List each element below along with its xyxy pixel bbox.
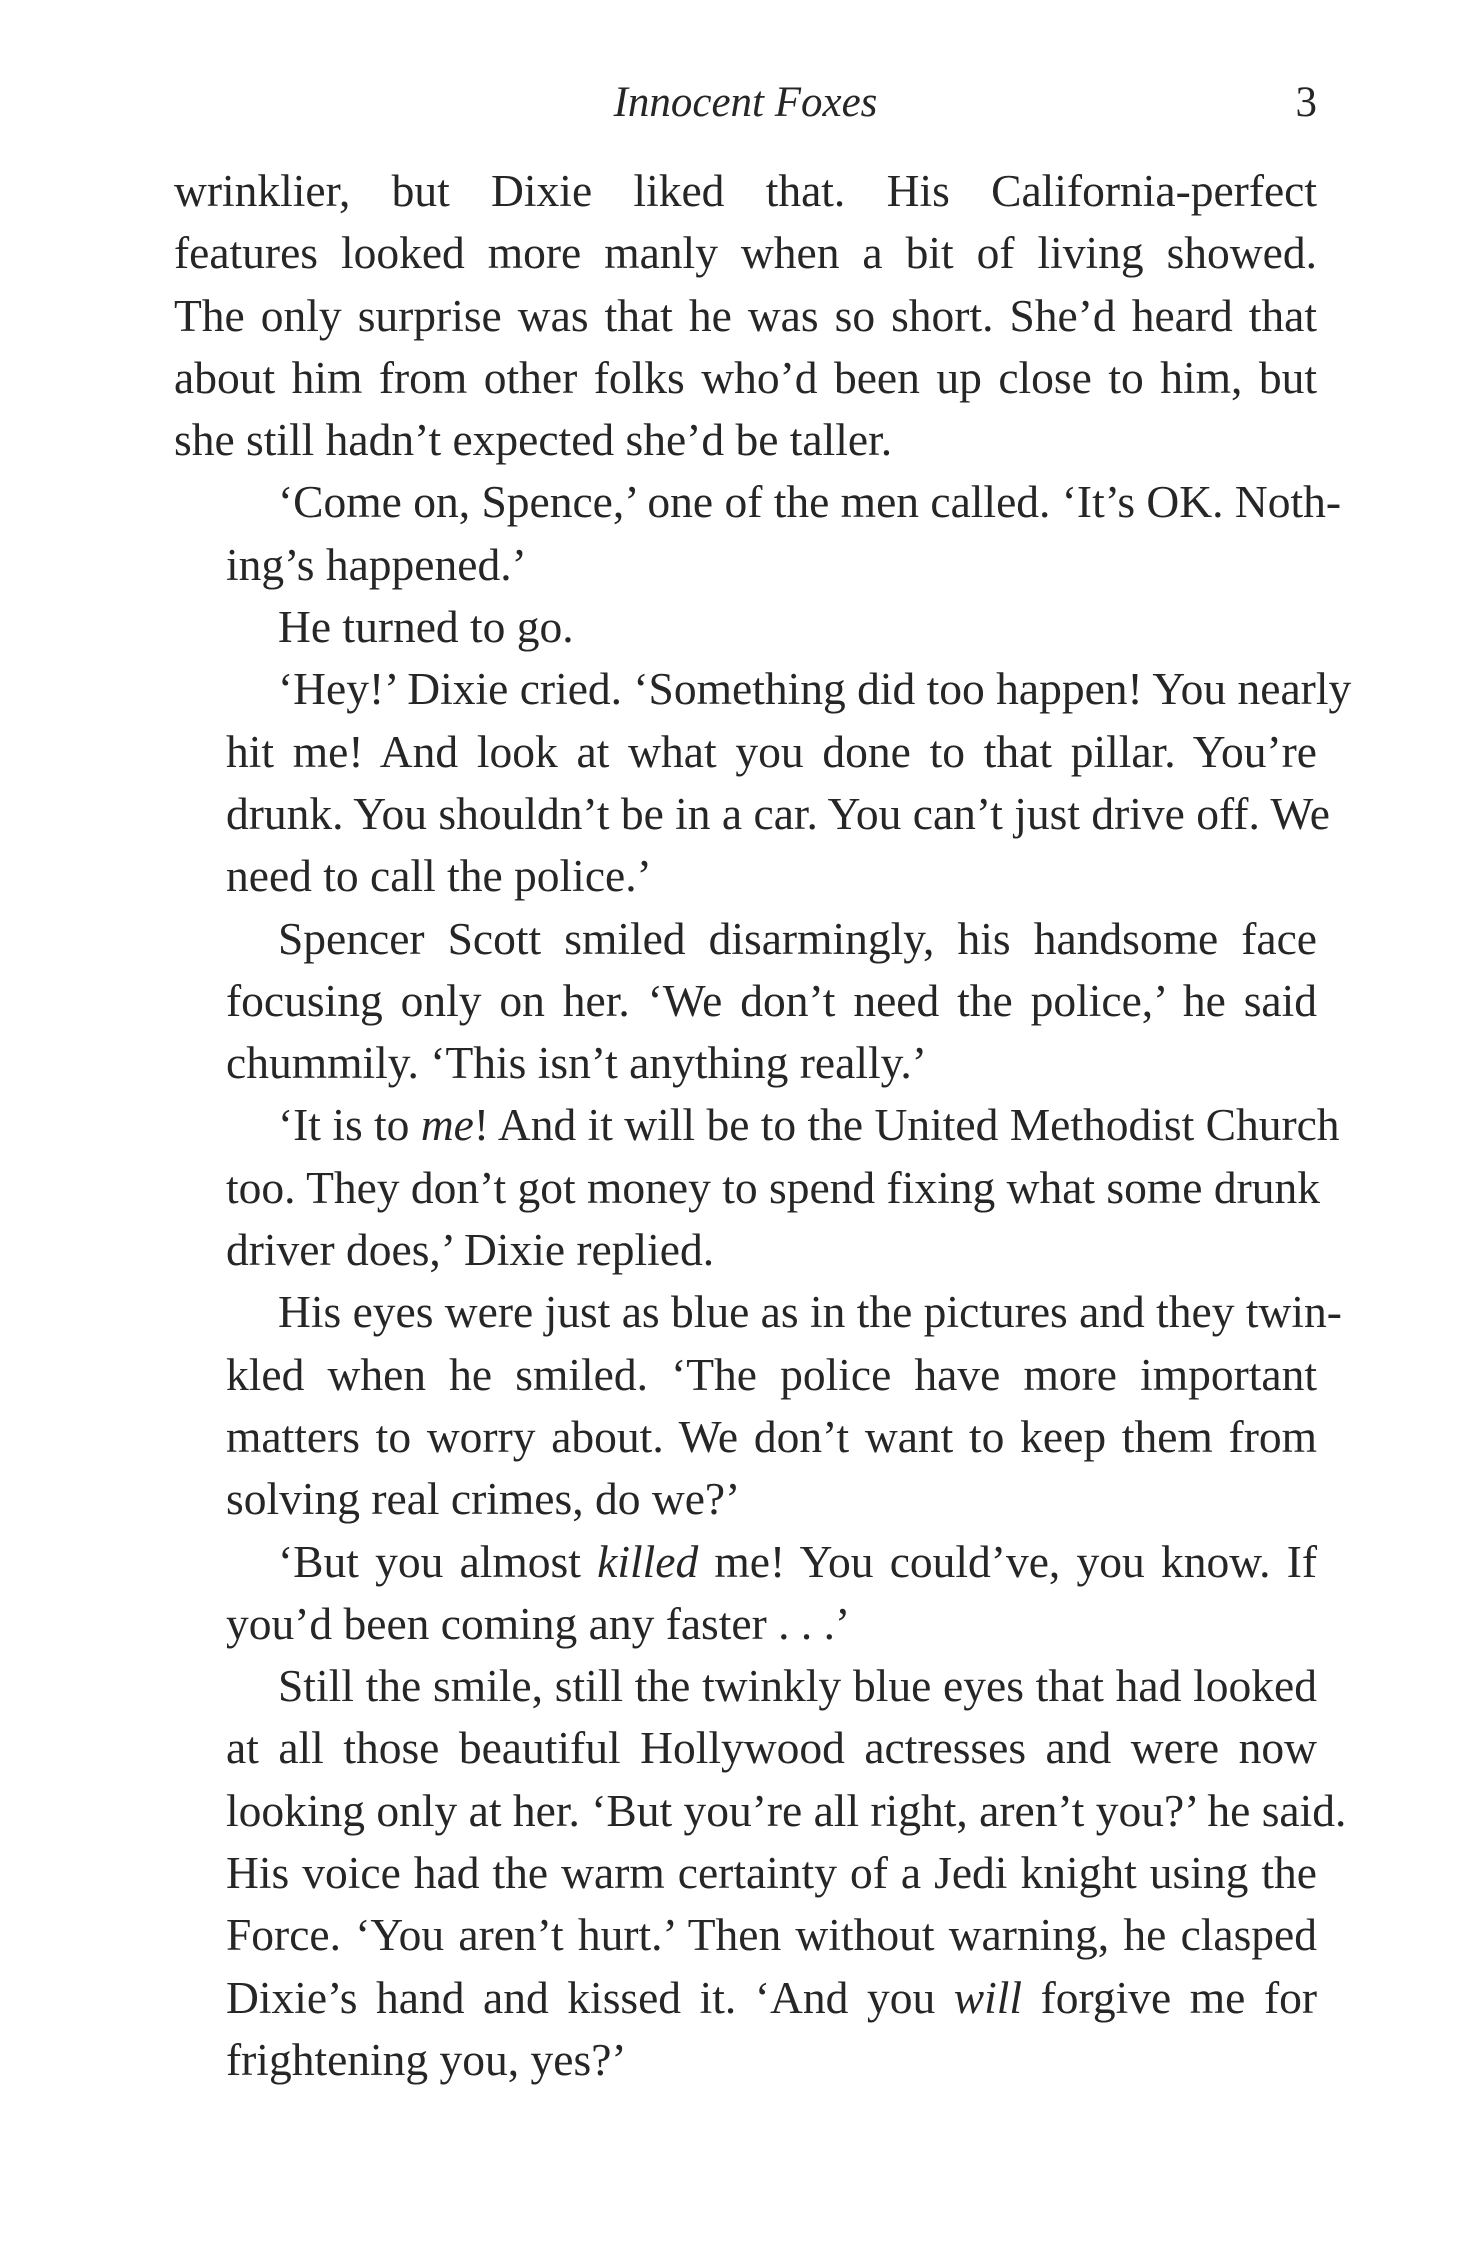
- text-line: matters to worry about. We don’t want to keep them from: [226, 1410, 1317, 1462]
- text-segment: ‘But you almost: [278, 1535, 598, 1587]
- paragraph: [174, 1281, 1342, 1530]
- text-line: looking only at her. ‘But you’re all right, aren’t you?’ he said.: [226, 1784, 1347, 1836]
- emphasis: killed: [597, 1535, 699, 1587]
- text-line: [174, 1531, 1317, 1593]
- text-line: at all those beautiful Hollywood actresses and were now: [226, 1722, 1317, 1774]
- paragraph: [174, 1094, 1340, 1281]
- body-text: [174, 160, 1352, 2091]
- text-segment: ‘It is to: [278, 1099, 421, 1151]
- paragraph: [174, 596, 1317, 658]
- text-line: Force. ‘You aren’t hurt.’ Then without warning, he clasped: [226, 1909, 1317, 1961]
- text-line: drunk. You shouldn’t be in a car. You can’t just drive off. We: [226, 787, 1330, 839]
- text-line: The only surprise was that he was so short. She’d heard that: [174, 289, 1317, 341]
- text-line: [174, 1967, 1317, 2029]
- running-title: Innocent Foxes: [613, 79, 878, 126]
- text-line: you’d been coming any faster . . .’: [226, 1597, 851, 1649]
- paragraph: [174, 1655, 1347, 2091]
- text-line: Spencer Scott smiled disarmingly, his handsome face: [278, 912, 1317, 964]
- paragraph: [174, 471, 1342, 596]
- text-line: His eyes were just as blue as in the pictures and they twin-: [278, 1286, 1342, 1338]
- text-line: His voice had the warm certainty of a Jedi knight using the: [226, 1847, 1317, 1899]
- emphasis: will: [953, 1971, 1023, 2023]
- text-segment: me! You could’ve, you know. If: [698, 1535, 1318, 1587]
- text-line: focusing only on her. ‘We don’t need the police,’ he said: [226, 974, 1317, 1026]
- text-line: ing’s happened.’: [226, 538, 527, 590]
- page-number: 3: [1295, 79, 1317, 126]
- paragraph: [174, 160, 1317, 471]
- running-head: [174, 78, 1317, 140]
- paragraph: [174, 658, 1352, 907]
- text-line: need to call the police.’: [226, 850, 652, 902]
- text-line: hit me! And look at what you done to that pillar. You’re: [226, 725, 1317, 777]
- paragraph: [174, 1531, 1317, 1656]
- text-line: kled when he smiled. ‘The police have more important: [226, 1348, 1317, 1400]
- text-line: too. They don’t got money to spend fixing what some drunk: [226, 1161, 1320, 1213]
- text-line: Still the smile, still the twinkly blue eyes that had looked: [278, 1660, 1317, 1712]
- emphasis: me: [420, 1099, 474, 1151]
- text-line: features looked more manly when a bit of living showed.: [174, 227, 1317, 279]
- text-line: solving real crimes, do we?’: [226, 1473, 741, 1525]
- paragraph: [174, 908, 1317, 1095]
- text-line: ‘Come on, Spence,’ one of the men called. ‘It’s OK. Noth-: [278, 476, 1342, 528]
- text-line: [174, 1094, 1340, 1156]
- text-segment: Dixie’s hand and kissed it. ‘And you: [226, 1971, 954, 2023]
- text-line: chummily. ‘This isn’t anything really.’: [226, 1037, 927, 1089]
- text-line: she still hadn’t expected she’d be taller.: [174, 414, 893, 466]
- text-line: ‘Hey!’ Dixie cried. ‘Something did too happen! You nearly: [278, 663, 1352, 715]
- text-line: driver does,’ Dixie replied.: [226, 1224, 715, 1276]
- text-segment: forgive me for: [1022, 1971, 1317, 2023]
- text-line: He turned to go.: [278, 601, 574, 653]
- text-line: about him from other folks who’d been up close to him, but: [174, 351, 1317, 403]
- text-line: frightening you, yes?’: [226, 2033, 627, 2085]
- text-line: wrinklier, but Dixie liked that. His California-perfect: [174, 165, 1317, 216]
- text-segment: ! And it will be to the United Methodist Church: [473, 1099, 1340, 1151]
